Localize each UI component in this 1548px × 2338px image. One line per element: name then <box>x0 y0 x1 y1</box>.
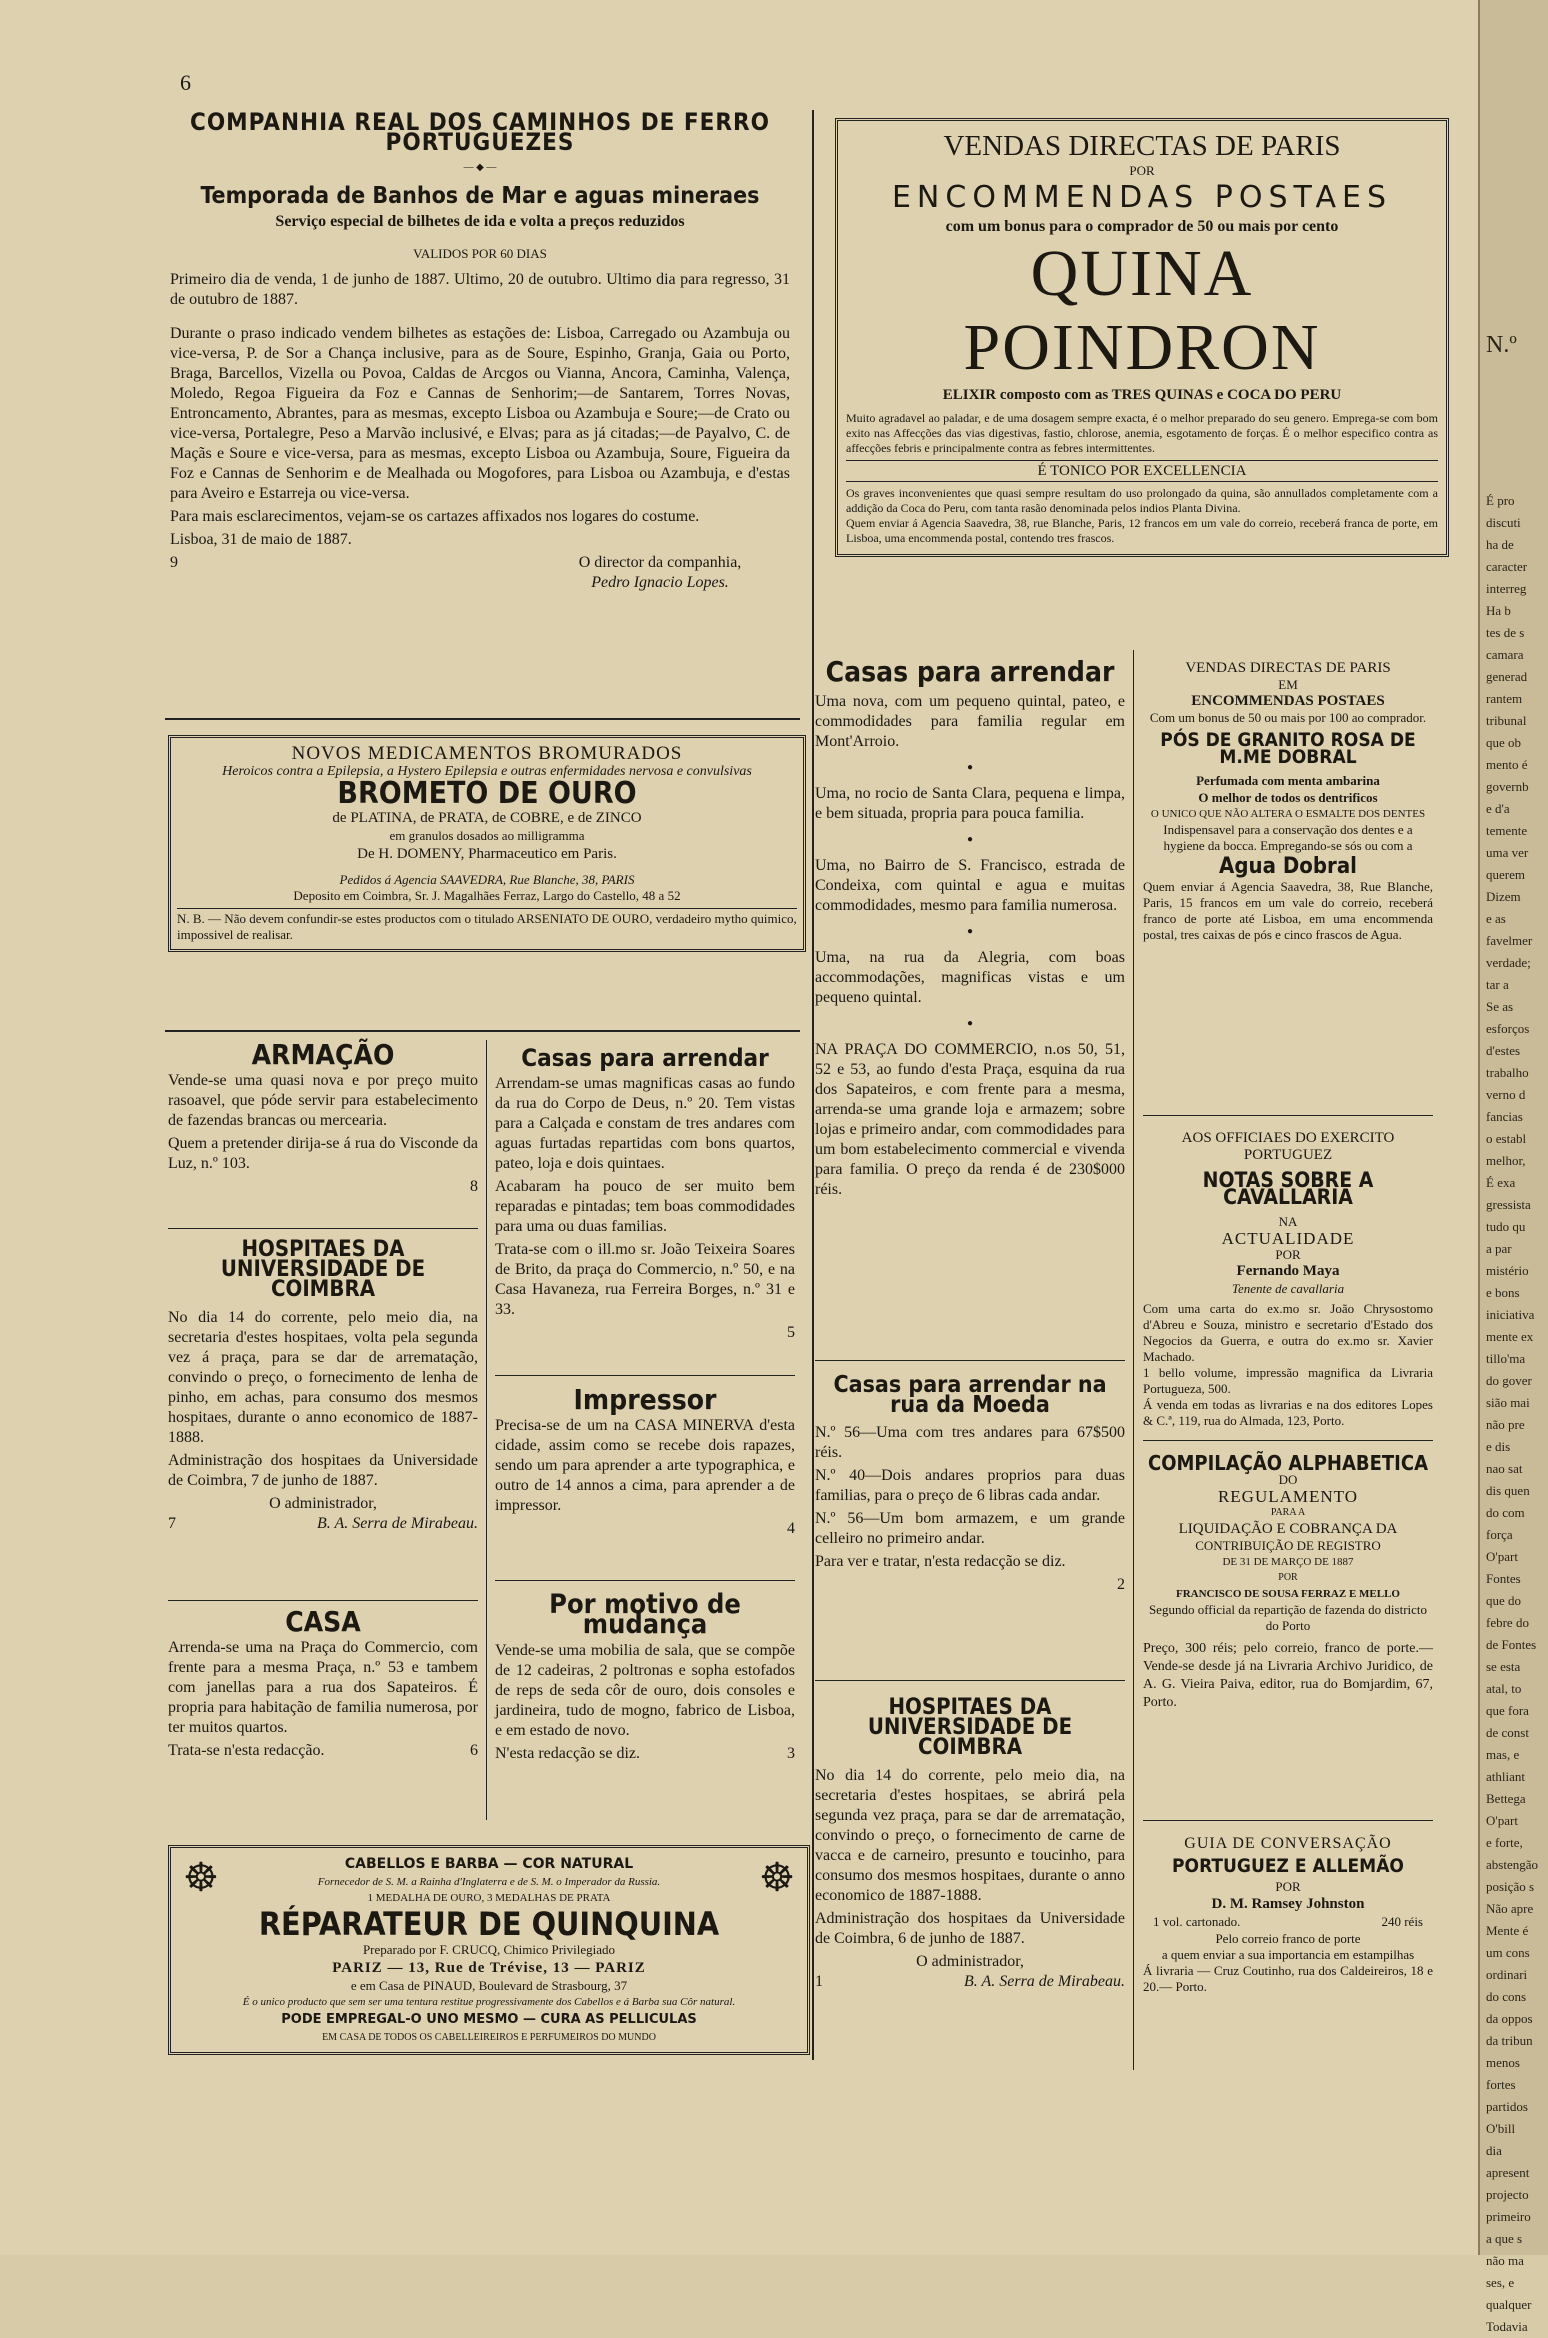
edge-fragment: gressista <box>1486 1197 1531 1212</box>
edge-fragment: dis quen <box>1486 1483 1530 1498</box>
edge-fragment: febre do <box>1486 1615 1529 1630</box>
cavallaria-author: Fernando Maya <box>1236 1263 1340 1279</box>
edge-fragment: atal, to <box>1486 1681 1522 1696</box>
edge-fragment: ordinari <box>1486 1967 1528 1982</box>
casas1-body2: Acabaram ha pouco de ser muito bem reparadas e pintadas; tem boas commodidades para uma ou duas familias. <box>495 1178 795 1235</box>
edge-fragment: sião mai <box>1486 1395 1530 1410</box>
moeda-p4: Para ver e tratar, n'esta redacção se diz. <box>815 1553 1066 1570</box>
separator-dot: ● <box>966 926 974 937</box>
hospital-number-2: 1 <box>815 1973 823 1990</box>
moeda-p1: N.º 56—Uma com tres andares para 67$500 réis. <box>815 1424 1125 1461</box>
guia-author: D. M. Ramsey Johnston <box>1211 1896 1365 1912</box>
edge-fragment: rantem <box>1486 691 1523 706</box>
moeda-ad <box>815 1372 1125 1595</box>
edge-fragment: a que s <box>1486 2231 1523 2246</box>
edge-fragment: querem <box>1486 867 1525 882</box>
casas1-title: Casas para arrendar <box>521 1044 769 1072</box>
notice-dates: Primeiro dia de venda, 1 de junho de 1887. Ultimo, 20 de outubro. Ultimo dia para regresso, 31 de outubro de 1887. <box>170 271 790 308</box>
edge-fragment: que ob <box>1486 735 1522 750</box>
quina-line2: POR <box>1129 163 1155 178</box>
compilacao-ad <box>1143 1451 1433 1712</box>
edge-fragment: qualquer <box>1486 2297 1532 2312</box>
bromide-line5: Pedidos á Agencia SAAVEDRA, Rue Blanche, 38, PARIS <box>339 872 635 887</box>
compilacao-title: COMPILAÇÃO ALPHABETICA <box>1147 1451 1428 1475</box>
edge-fragment: posição s <box>1486 1879 1535 1894</box>
impressor-number: 4 <box>787 1520 795 1537</box>
quina-name: QUINA POINDRON <box>963 237 1321 384</box>
edge-fragment: que fora <box>1486 1703 1529 1718</box>
edge-fragment: mas, e <box>1486 1747 1520 1762</box>
notice-more: Para mais esclarecimentos, vejam-se os cartazes affixados nos logares do costume. <box>170 508 700 525</box>
edge-fragment: ha de <box>1486 537 1514 552</box>
moeda-p3: N.º 56—Um bom armazem, e um grande celleiro no primeiro andar. <box>815 1510 1125 1547</box>
edge-fragment: governb <box>1486 779 1529 794</box>
quina-line6: Muito agradavel ao paladar, e de uma dosagem sempre exacta, é o melhor preparado do seu genero. Emprega-se com bom exito nas Affecções das vias digestivas, fastio, chlorose, anemia, esgotamento de forças. É o melhor especifico contra as affecções febris e principalmente contra as febres intermittentes. <box>846 411 1438 455</box>
impressor-body: Precisa-se de um na CASA MINERVA d'esta cidade, assim como se recebe dois rapazes, sendo um para aprender a arte typographica, e outro de 14 annos a cima, para aprender a de impressor. <box>495 1417 795 1514</box>
moeda-p2: N.º 40—Dois andares proprios para duas familias, para o preço de 6 libras cada andar. <box>815 1467 1125 1504</box>
edge-fragment: Dizem <box>1486 889 1521 904</box>
hospital-notice-2 <box>815 1695 1125 1992</box>
hospital-body2-1: Administração dos hospitaes da Universidade de Coimbra, 7 de junho de 1887. <box>168 1452 478 1489</box>
cavallaria-ad <box>1143 1130 1433 1429</box>
edge-fragment: não pre <box>1486 1417 1525 1432</box>
notice-number: 9 <box>170 554 178 571</box>
edge-fragment: um cons <box>1486 1945 1530 1960</box>
notice-signed: O director da companhia, <box>578 554 742 571</box>
edge-fragment: favelmer <box>1486 933 1533 948</box>
quinquina-ad <box>168 1845 810 2055</box>
dobral-line4: Com um bonus de 50 ou mais por 100 ao comprador. <box>1149 710 1427 725</box>
edge-fragment: tar a <box>1486 977 1509 992</box>
edge-fragment: O'bill <box>1486 2121 1516 2136</box>
guia-line2: POR <box>1275 1879 1301 1894</box>
quinquina-line4: Preparado por F. CRUCQ, Chimico Privilegiado <box>362 1942 616 1957</box>
edge-fragment: do cons <box>1486 1989 1527 2004</box>
guia-line1: GUIA DE CONVERSAÇÃO <box>1184 1835 1392 1852</box>
edge-fragment: verdade; <box>1486 955 1531 970</box>
bromide-line3: em granulos dosados ao milligramma <box>389 828 585 843</box>
notice-service: Serviço especial de bilhetes de ida e volta a preços reduzidos <box>275 213 685 230</box>
impressor-ad <box>495 1383 795 1539</box>
edge-fragment: projecto <box>1486 2187 1529 2202</box>
edge-fragment: partidos <box>1486 2099 1528 2114</box>
edge-fragment: primeiro <box>1486 2209 1531 2224</box>
hospital-signer-2: B. A. Serra de Mirabeau. <box>963 1973 1125 1990</box>
compilacao-line2: REGULAMENTO <box>1217 1487 1359 1506</box>
edge-fragment: de const <box>1486 1725 1529 1740</box>
horizontal-rule <box>815 1360 1125 1361</box>
edge-fragment: generad <box>1486 669 1528 684</box>
moeda-title: Casas para arrendar na rua da Moeda <box>833 1372 1107 1418</box>
armacao-body: Vende-se uma quasi nova e por preço muito rasoavel, que póde servir para estabelecimento de fazendas brancas ou mercearia. <box>168 1072 478 1129</box>
horizontal-rule <box>495 1580 795 1581</box>
notice-date: Lisboa, 31 de maio de 1887. <box>170 531 352 548</box>
edge-fragment: não ma <box>1486 2253 1524 2268</box>
cavallaria-line7: 1 bello volume, impressão magnifica da Livraria Portugueza, 500. <box>1143 1365 1433 1396</box>
mudanca-title: Por motivo de mudança <box>549 1589 741 1640</box>
bromide-nb: N. B. — Não devem confundir-se estes productos com o titulado ARSENIATO DE OURO, verdadeiro mytho quimico, impossivel de realisar. <box>177 908 797 943</box>
edge-fragment: que do <box>1486 1593 1522 1608</box>
quinquina-line1: CABELLOS E BARBA — COR NATURAL <box>344 1856 634 1872</box>
edge-fragment: mistério <box>1486 1263 1529 1278</box>
bromide-line2: de PLATINA, de PRATA, de COBRE, e de ZINCO <box>332 810 642 826</box>
bromide-line6: Deposito em Coimbra, Sr. J. Magalhães Ferraz, Largo do Castello, 48 a 52 <box>293 888 681 903</box>
bromide-title: NOVOS MEDICAMENTOS BROMURADOS <box>291 743 683 764</box>
cavallaria-line2: NA <box>1278 1214 1298 1229</box>
quina-line4: com um bonus para o comprador de 50 ou mais por cento <box>945 218 1339 235</box>
edge-fragment: N.º <box>1486 332 1517 358</box>
casas1-body3: Trata-se com o ill.mo sr. João Teixeira Soares de Brito, da praça do Commercio, n.º 50, e na Casa Havaneza, rua Ferreira Borges, n.º 31 e 33. <box>495 1241 795 1318</box>
edge-fragment: fortes <box>1486 2077 1516 2092</box>
edge-fragment: ses, e <box>1486 2275 1515 2290</box>
edge-fragment: caracter <box>1486 559 1528 574</box>
edge-fragment: interreg <box>1486 581 1527 596</box>
edge-fragment: se esta <box>1486 1659 1521 1674</box>
casas-corpo-deus-ad <box>495 1044 795 1343</box>
armacao-title: ARMAÇÃO <box>251 1038 395 1071</box>
casas2-p1: Uma nova, com um pequeno quintal, pateo, e commodidades para familia regular em Mont'Arroio. <box>815 693 1125 750</box>
edge-fragment: tillo'ma <box>1486 1351 1526 1366</box>
compilacao-line9: Segundo official da repartição de fazenda do districto do Porto <box>1148 1602 1428 1633</box>
edge-fragment: tudo qu <box>1486 1219 1526 1234</box>
column-divider-small <box>486 1040 487 1820</box>
edge-fragment: apresent <box>1486 2165 1530 2180</box>
cavallaria-line6: Com uma carta do ex.mo sr. João Chrysostomo d'Abreu e Souza, ministro e secretario d'Estado dos Negocios da Guerra, e outra do ex.mo sr. Xavier Machado. <box>1143 1301 1433 1364</box>
hospital-title-2: HOSPITAES DA UNIVERSIDADE DE COIMBRA <box>867 1695 1073 1760</box>
edge-fragment: a par <box>1486 1241 1512 1256</box>
edge-fragment: trabalho <box>1486 1065 1529 1080</box>
compilacao-line5: CONTRIBUIÇÃO DE REGISTRO <box>1195 1538 1381 1553</box>
edge-fragment: da tribun <box>1486 2033 1533 2048</box>
hospital-notice-1 <box>168 1237 478 1534</box>
quinquina-line7: É o unico producto que sem ser uma tentura restitue progressivamente dos Cabellos e á Barba sua Côr natural. <box>242 1996 736 2008</box>
hospital-body-1: No dia 14 do corrente, pelo meio dia, na secretaria d'estes hospitaes, volta pela segunda vez á praça, para se dar de arrematação, convindo o preço, o fornecimento de lenha de pinho, em achas, para consumo dos mesmos hospitaes, durante o anno economico de 1887-1888. <box>168 1309 478 1446</box>
edge-fragment: tribunal <box>1486 713 1527 728</box>
guia-price: 240 réis <box>1381 1914 1423 1929</box>
cavallaria-line5: Tenente de cavallaria <box>1231 1281 1345 1296</box>
armacao-ad <box>168 1038 478 1197</box>
casas2-p4: Uma, na rua da Alegria, com boas accommodações, magnificas vistas e um pequeno quintal. <box>815 949 1125 1006</box>
casa-ad <box>168 1605 478 1761</box>
quina-line9: Quem enviar á Agencia Saavedra, 38, rue Blanche, Paris, 12 francos em um vale do correio, receberá franca de porte, em Lisboa, uma encommenda postal, contendo tres frascos. <box>846 516 1438 545</box>
horizontal-rule <box>165 1030 800 1032</box>
edge-fragment: abstengão <box>1486 1857 1538 1872</box>
edge-fragment: do com <box>1486 1505 1525 1520</box>
quinquina-line6: e em Casa de PINAUD, Boulevard de Strasbourg, 37 <box>350 1978 628 1993</box>
compilacao-line7: POR <box>1278 1572 1298 1583</box>
cavallaria-line8: Á venda em todas as livrarias e na dos editores Lopes & C.ª, 119, rua do Almada, 123, Porto. <box>1143 1397 1433 1428</box>
edge-fragment: Todavia <box>1486 2319 1528 2334</box>
mudanca-body2: N'esta redacção se diz. <box>495 1745 641 1762</box>
notice-signer: Pedro Ignacio Lopes. <box>591 574 729 591</box>
quinquina-line8: PODE EMPREGAL-O UNO MESMO — CURA AS PELLICULAS <box>281 2012 697 2027</box>
column-divider-small <box>1133 650 1134 2070</box>
edge-fragment: força <box>1486 1527 1513 1542</box>
edge-fragment: o establ <box>1486 1131 1527 1146</box>
compilacao-line8: FRANCISCO DE SOUSA FERRAZ E MELLO <box>1175 1588 1400 1600</box>
hospital-signed-1: O administrador, <box>269 1495 377 1512</box>
hospital-body-2: No dia 14 do corrente, pelo meio dia, na secretaria d'estes hospitaes, se abrirá pela segunda vez praça, para se dar de arrematação, convindo o preço, o fornecimento de carne de vacca e de carneiro, presunto e toucinho, para consumo dos mesmos hospitaes, durante o anno economico de 1887-1888. <box>815 1767 1125 1904</box>
edge-fragment: dia <box>1486 2143 1502 2158</box>
notice-body: Durante o praso indicado vendem bilhetes as estações de: Lisboa, Carregado ou Azambuja ou vice-versa, P. de Sor a Chança inclusive, para as de Soure, Espinho, Granja, Gaia ou Porto, Braga, Barcellos, Vizella ou Povoa, Caldas de Arcgos ou Vianna, Ancora, Caminha, Valença, Moledo, Regoa Figueira da Foz e Cannas de Senhorim;—de Santarem, Torres Novas, Entroncamento, Abrantes, para as mesmas, excepto Lisboa ou Azambuja e Soure;—de Crato ou vice-versa, Portalegre, Peso a Marvão inclusivé, e Elvas; para as já citadas;—de Payalvo, C. de Maçãs e Soure e vice-versa, para as mesmas, excepto Lisboa ou Azambuja, Soure, Figueira da Foz e Cannas de Senhorim e de Mealhada ou Mogofores, para Lisboa ou Azambuja, e d'estas para Aveiro e Estarreja ou vice-versa. <box>170 325 790 502</box>
edge-fragment: uma ver <box>1486 845 1529 860</box>
edge-fragment: Não apre <box>1486 1901 1534 1916</box>
dobral-name: PÓS DE GRANITO ROSA DE M.ME DOBRAL <box>1160 729 1416 768</box>
cavallaria-line1: AOS OFFICIAES DO EXERCITO PORTUGUEZ <box>1181 1130 1395 1163</box>
dobral-line1: VENDAS DIRECTAS DE PARIS <box>1185 660 1391 676</box>
edge-fragment: iniciativa <box>1486 1307 1535 1322</box>
compilacao-line10: Preço, 300 réis; pelo correio, franco de porte.—Vende-se desde já na Livraria Archivo Juridico, de A. G. Vieira Paiva, editor, rua do Bomjardim, 67, Porto. <box>1143 1641 1433 1710</box>
quina-line1: VENDAS DIRECTAS DE PARIS <box>943 130 1341 162</box>
guia-ad <box>1143 1835 1433 1995</box>
edge-fragment: verno d <box>1486 1087 1526 1102</box>
edge-fragment: mento é <box>1486 757 1528 772</box>
edge-fragment: O'part <box>1486 1549 1518 1564</box>
horizontal-rule <box>165 718 800 720</box>
casas-arrendar-ad <box>815 655 1125 1203</box>
cavallaria-title: NOTAS SOBRE A CAVALLARIA <box>1202 1168 1374 1209</box>
dobral-ad <box>1143 660 1433 943</box>
hospital-signed-2: O administrador, <box>916 1953 1024 1970</box>
edge-fragment: camara <box>1486 647 1524 662</box>
edge-fragment: mente ex <box>1486 1329 1534 1344</box>
compilacao-line1: DO <box>1278 1472 1298 1487</box>
quina-line7: É TONICO POR EXCELLENCIA <box>846 460 1438 482</box>
edge-fragment: Fontes <box>1486 1571 1521 1586</box>
edge-fragment: Bettega <box>1486 1791 1526 1806</box>
guia-line6: Á livraria — Cruz Coutinho, rua dos Caldeireiros, 18 e 20.— Porto. <box>1143 1963 1433 1994</box>
compilacao-line4: LIQUIDAÇÃO E COBRANÇA DA <box>1178 1521 1398 1537</box>
railway-notice <box>170 108 790 593</box>
casa-body2: Trata-se n'esta redacção. <box>168 1742 325 1759</box>
guia-line4: Pelo correio franco de porte <box>1215 1931 1361 1946</box>
horizontal-rule <box>1143 1440 1433 1441</box>
hospital-title-1: HOSPITAES DA UNIVERSIDADE DE COIMBRA <box>220 1237 426 1302</box>
eagle-crest-left-icon: ☸ <box>183 1855 219 1900</box>
edge-fragment: Ha b <box>1486 603 1511 618</box>
horizontal-rule <box>495 1375 795 1376</box>
separator-dot: ● <box>966 834 974 845</box>
edge-fragment: fancias <box>1486 1109 1523 1124</box>
separator-dot: ● <box>966 1018 974 1029</box>
page-number: 6 <box>180 70 191 95</box>
guia-line3: 1 vol. cartonado. <box>1153 1914 1241 1929</box>
edge-fragment: esforços <box>1486 1021 1530 1036</box>
ornament: — ◆ — <box>463 162 497 173</box>
dobral-line3: ENCOMMENDAS POSTAES <box>1191 693 1385 709</box>
casas1-body: Arrendam-se umas magnificas casas ao fundo da rua do Corpo de Deus, n.º 20. Tem vistas para a Calçada e constam de tres andares com aguas furtadas repartidas com bons quartos, pateo, loja e dois quintaes. <box>495 1075 795 1172</box>
quinquina-line5: PARIZ — 13, Rue de Trévise, 13 — PARIZ <box>332 1960 646 1976</box>
dobral-line8: Indispensavel para a conservação dos dentes e a hygiene da bocca. Empregando-se sós ou com a <box>1163 822 1413 853</box>
hospital-number-1: 7 <box>168 1515 176 1532</box>
armacao-body2: Quem a pretender dirija-se á rua do Visconde da Luz, n.º 103. <box>168 1135 478 1172</box>
mudanca-body: Vende-se uma mobilia de sala, que se compõe de 12 cadeiras, 2 poltronas e sopha estofados de reps de seda côr de ouro, dois consoles e jardineira, tudo de mogno, fabrico de Lisboa, e em estado de novo. <box>495 1642 795 1739</box>
casas2-title: Casas para arrendar <box>825 655 1115 688</box>
horizontal-rule <box>168 1600 478 1601</box>
edge-fragment: nao sat <box>1486 1461 1523 1476</box>
edge-fragment: e forte, <box>1486 1835 1523 1850</box>
armacao-number: 8 <box>470 1178 478 1195</box>
bromide-name: BROMETO DE OURO <box>337 776 637 811</box>
quinquina-line3: 1 MEDALHA DE OURO, 3 MEDALHAS DE PRATA <box>367 1892 611 1904</box>
dobral-name2: Agua Dobral <box>1219 854 1357 879</box>
edge-fragment: do gover <box>1486 1373 1532 1388</box>
edge-fragment: Se as <box>1486 999 1514 1014</box>
dobral-line5: Perfumada com menta ambarina <box>1196 773 1380 788</box>
casa-body: Arrenda-se uma na Praça do Commercio, com frente para a mesma Praça, n.º 53 e tambem com janellas para a rua dos Sapateiros. É propria para habitação de familia numerosa, por ter muitos quartos. <box>168 1639 478 1736</box>
edge-fragment: e dis <box>1486 1439 1511 1454</box>
guia-title: PORTUGUEZ E ALLEMÃO <box>1172 1855 1404 1877</box>
edge-fragment: da oppos <box>1486 2011 1533 2026</box>
guia-line5: a quem enviar a sua importancia em estampilhas <box>1161 1947 1415 1962</box>
column-divider <box>812 110 814 2060</box>
dobral-line9: Quem enviar á Agencia Saavedra, 38, Rue Blanche, Paris, 15 francos em um vale do correio, receberá franco de porte até Lisboa, em uma encommenda postal, tres caixas de pós e cinco frascos de Agua. <box>1143 879 1433 942</box>
edge-fragment: athliant <box>1486 1769 1525 1784</box>
eagle-crest-right-icon: ☸ <box>759 1855 795 1900</box>
mudanca-number: 3 <box>787 1745 795 1762</box>
edge-fragment: melhor, <box>1486 1153 1526 1168</box>
edge-fragment: e as <box>1486 911 1506 926</box>
hospital-signer-1: B. A. Serra de Mirabeau. <box>316 1515 478 1532</box>
edge-fragment: temente <box>1486 823 1528 838</box>
cavallaria-line4: POR <box>1275 1247 1301 1262</box>
dobral-line7: O UNICO QUE NÃO ALTERA O ESMALTE DOS DENTES <box>1150 808 1426 820</box>
horizontal-rule <box>815 1680 1125 1681</box>
dobral-line2: EM <box>1278 677 1298 692</box>
notice-valid: VALIDOS POR 60 DIAS <box>413 246 547 261</box>
notice-subtitle: Temporada de Banhos de Mar e aguas mineraes <box>200 183 760 209</box>
mudanca-ad <box>495 1589 795 1764</box>
compilacao-line3: PARA A <box>1270 1507 1306 1518</box>
casas1-number: 5 <box>787 1324 795 1341</box>
quina-poindron-ad <box>835 118 1449 557</box>
edge-fragment: Mente é <box>1486 1923 1529 1938</box>
hospital-body2-2: Administração dos hospitaes da Universidade de Coimbra, 6 de junho de 1887. <box>815 1910 1125 1947</box>
quina-line3: ENCOMMENDAS POSTAES <box>891 180 1393 215</box>
quina-line5: ELIXIR composto com as TRES QUINAS e COCA DO PERU <box>942 387 1342 403</box>
casa-title: CASA <box>285 1605 361 1638</box>
horizontal-rule <box>1143 1115 1433 1116</box>
edge-fragment: É exa <box>1486 1175 1516 1190</box>
quina-line8: Os graves inconvenientes que quasi sempre resultam do uso prolongado da quina, são annullados completamente com a addição da Coca do Peru, com tanta rasão denominada pelos indios Planta Divina. <box>846 486 1438 515</box>
horizontal-rule <box>168 1228 478 1229</box>
bromide-line1: Heroicos contra a Epilepsia, a Hystero Epilepsia e outras enfermidades nervosa e convulsivas <box>222 764 752 779</box>
bromide-line4: De H. DOMENY, Pharmaceutico em Paris. <box>357 846 617 862</box>
adjacent-page-edge <box>1478 0 1548 2334</box>
impressor-title: Impressor <box>573 1383 717 1416</box>
edge-fragment: de Fontes <box>1486 1637 1537 1652</box>
edge-fragment: menos <box>1486 2055 1520 2070</box>
casas2-p2: Uma, no rocio de Santa Clara, pequena e limpa, e bem situada, propria para pouca familia. <box>815 785 1125 822</box>
quinquina-line2: Fornecedor de S. M. a Rainha d'Inglaterra e de S. M. o Imperador da Russia. <box>317 1876 661 1888</box>
casa-number: 6 <box>470 1742 478 1759</box>
separator-dot: ● <box>966 762 974 773</box>
notice-title: COMPANHIA REAL DOS CAMINHOS DE FERRO PORTUGUEZES <box>189 108 771 156</box>
edge-fragment: tes de s <box>1486 625 1525 640</box>
moeda-number: 2 <box>1117 1576 1125 1593</box>
edge-fragment: discuti <box>1486 515 1521 530</box>
edge-fragment: e bons <box>1486 1285 1520 1300</box>
edge-fragment: e d'a <box>1486 801 1510 816</box>
quinquina-name: RÉPARATEUR DE QUINQUINA <box>258 1905 720 1943</box>
dobral-line6: O melhor de todos os dentrificos <box>1198 790 1378 805</box>
edge-text-fragments <box>1480 0 1548 2338</box>
edge-fragment: É pro <box>1486 493 1515 508</box>
quinquina-line9: EM CASA DE TODOS OS CABELLEIREIROS E PERFUMEIROS DO MUNDO <box>322 2032 656 2043</box>
compilacao-line6: DE 31 DE MARÇO DE 1887 <box>1222 1556 1354 1568</box>
casas2-p3: Uma, no Bairro de S. Francisco, estrada de Condeixa, com quintal e agua e muitas commodidades, mesmo para familia numerosa. <box>815 857 1125 914</box>
horizontal-rule <box>1143 1820 1433 1821</box>
casas2-p5: NA PRAÇA DO COMMERCIO, n.os 50, 51, 52 e 53, ao fundo d'esta Praça, esquina da rua dos Sapateiros, e com frente para a mesma, arrenda-se uma grande loja e armazem; sobre lojas e primeiro andar, com commodidades para um bom estabelecimento commercial e vivenda para familia. O preço da renda é de 230$000 réis. <box>815 1041 1125 1198</box>
edge-fragment: d'estes <box>1486 1043 1521 1058</box>
bromide-ad <box>168 735 806 952</box>
edge-fragment: O'part <box>1486 1813 1518 1828</box>
cavallaria-line3: ACTUALIDADE <box>1221 1229 1355 1248</box>
